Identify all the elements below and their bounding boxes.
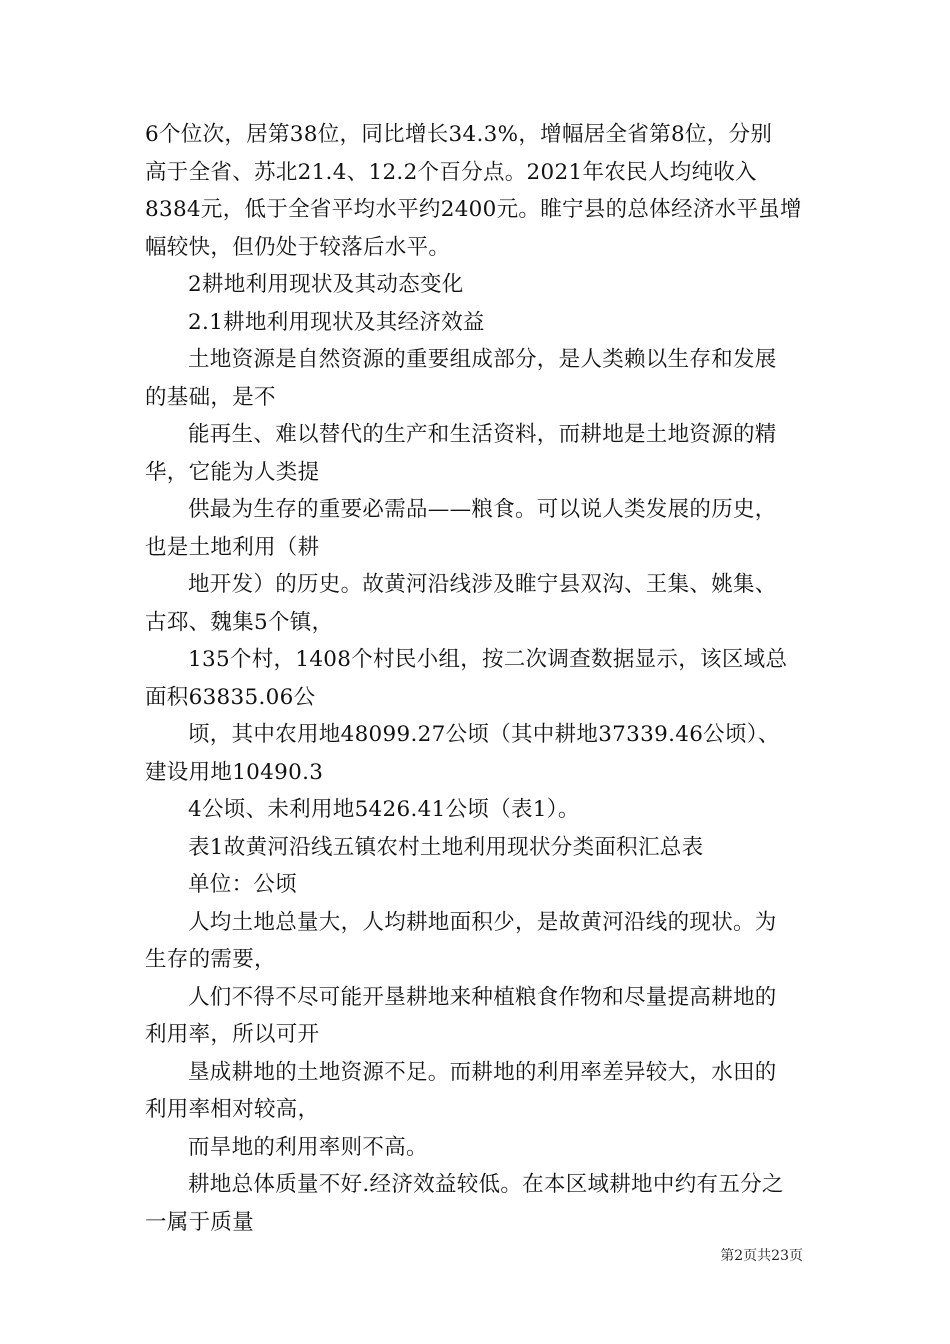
text-line: 能再生、难以替代的生产和生活资料，而耕地是土地资源的精 xyxy=(188,422,777,447)
text-line: 利用率相对较高， xyxy=(145,1097,320,1122)
text-line: 地开发）的历史。故黄河沿线涉及睢宁县双沟、王集、姚集、 xyxy=(188,572,777,597)
page-number: 第2页共23页 xyxy=(720,1248,803,1264)
text-line: 人们不得不尽可能开垦耕地来种植粮食作物和尽量提高耕地的 xyxy=(188,984,777,1010)
text-line: 人均土地总量大，人均耕地面积少，是故黄河沿线的现状。为 xyxy=(188,909,777,935)
text-line: 8384元，低于全省平均水平约2400元。睢宁县的总体经济水平虽增 xyxy=(145,197,802,222)
text-line: 土地资源是自然资源的重要组成部分，是人类赖以生存和发展 xyxy=(188,347,777,372)
text-line: 华，它能为人类提 xyxy=(145,459,320,485)
text-line: 也是土地利用（耕 xyxy=(145,534,320,560)
text-line: 供最为生存的重要必需品——粮食。可以说人类发展的历史， xyxy=(188,497,777,522)
text-line: 高于全省、苏北21.4、12.2个百分点。2021年农民人均纯收入 xyxy=(145,159,757,185)
document-body xyxy=(145,116,810,1241)
text-line: 6个位次，居第38位，同比增长34.3%，增幅居全省第8位，分别 xyxy=(145,122,773,147)
text-line: 一属于质量 xyxy=(145,1209,255,1235)
text-line: 表1故黄河沿线五镇农村土地利用现状分类面积汇总表 xyxy=(188,834,704,860)
text-line: 幅较快，但仍处于较落后水平。 xyxy=(145,234,451,260)
text-line: 2.1耕地利用现状及其经济效益 xyxy=(188,309,485,335)
text-line: 耕地总体质量不好.经济效益较低。在本区域耕地中约有五分之 xyxy=(188,1172,784,1197)
text-line: 而旱地的利用率则不高。 xyxy=(188,1134,428,1160)
text-line: 135个村，1408个村民小组，按二次调查数据显示，该区域总 xyxy=(188,647,788,672)
text-line: 利用率，所以可开 xyxy=(145,1022,320,1047)
text-line: 顷，其中农用地48099.27公顷（其中耕地37339.46公顷）、 xyxy=(188,722,780,747)
text-line: 2耕地利用现状及其动态变化 xyxy=(188,272,464,297)
text-line: 单位：公顷 xyxy=(188,872,298,897)
text-line: 面积63835.06公 xyxy=(145,684,316,710)
text-line: 4公顷、未利用地5426.41公顷（表1）。 xyxy=(188,797,580,822)
text-line: 建设用地10490.3 xyxy=(145,759,324,785)
text-line: 垦成耕地的土地资源不足。而耕地的利用率差异较大，水田的 xyxy=(188,1059,777,1085)
text-line: 古邳、魏集5个镇， xyxy=(145,609,334,635)
text-line: 的基础，是不 xyxy=(145,384,276,410)
text-line: 生存的需要， xyxy=(145,947,276,972)
